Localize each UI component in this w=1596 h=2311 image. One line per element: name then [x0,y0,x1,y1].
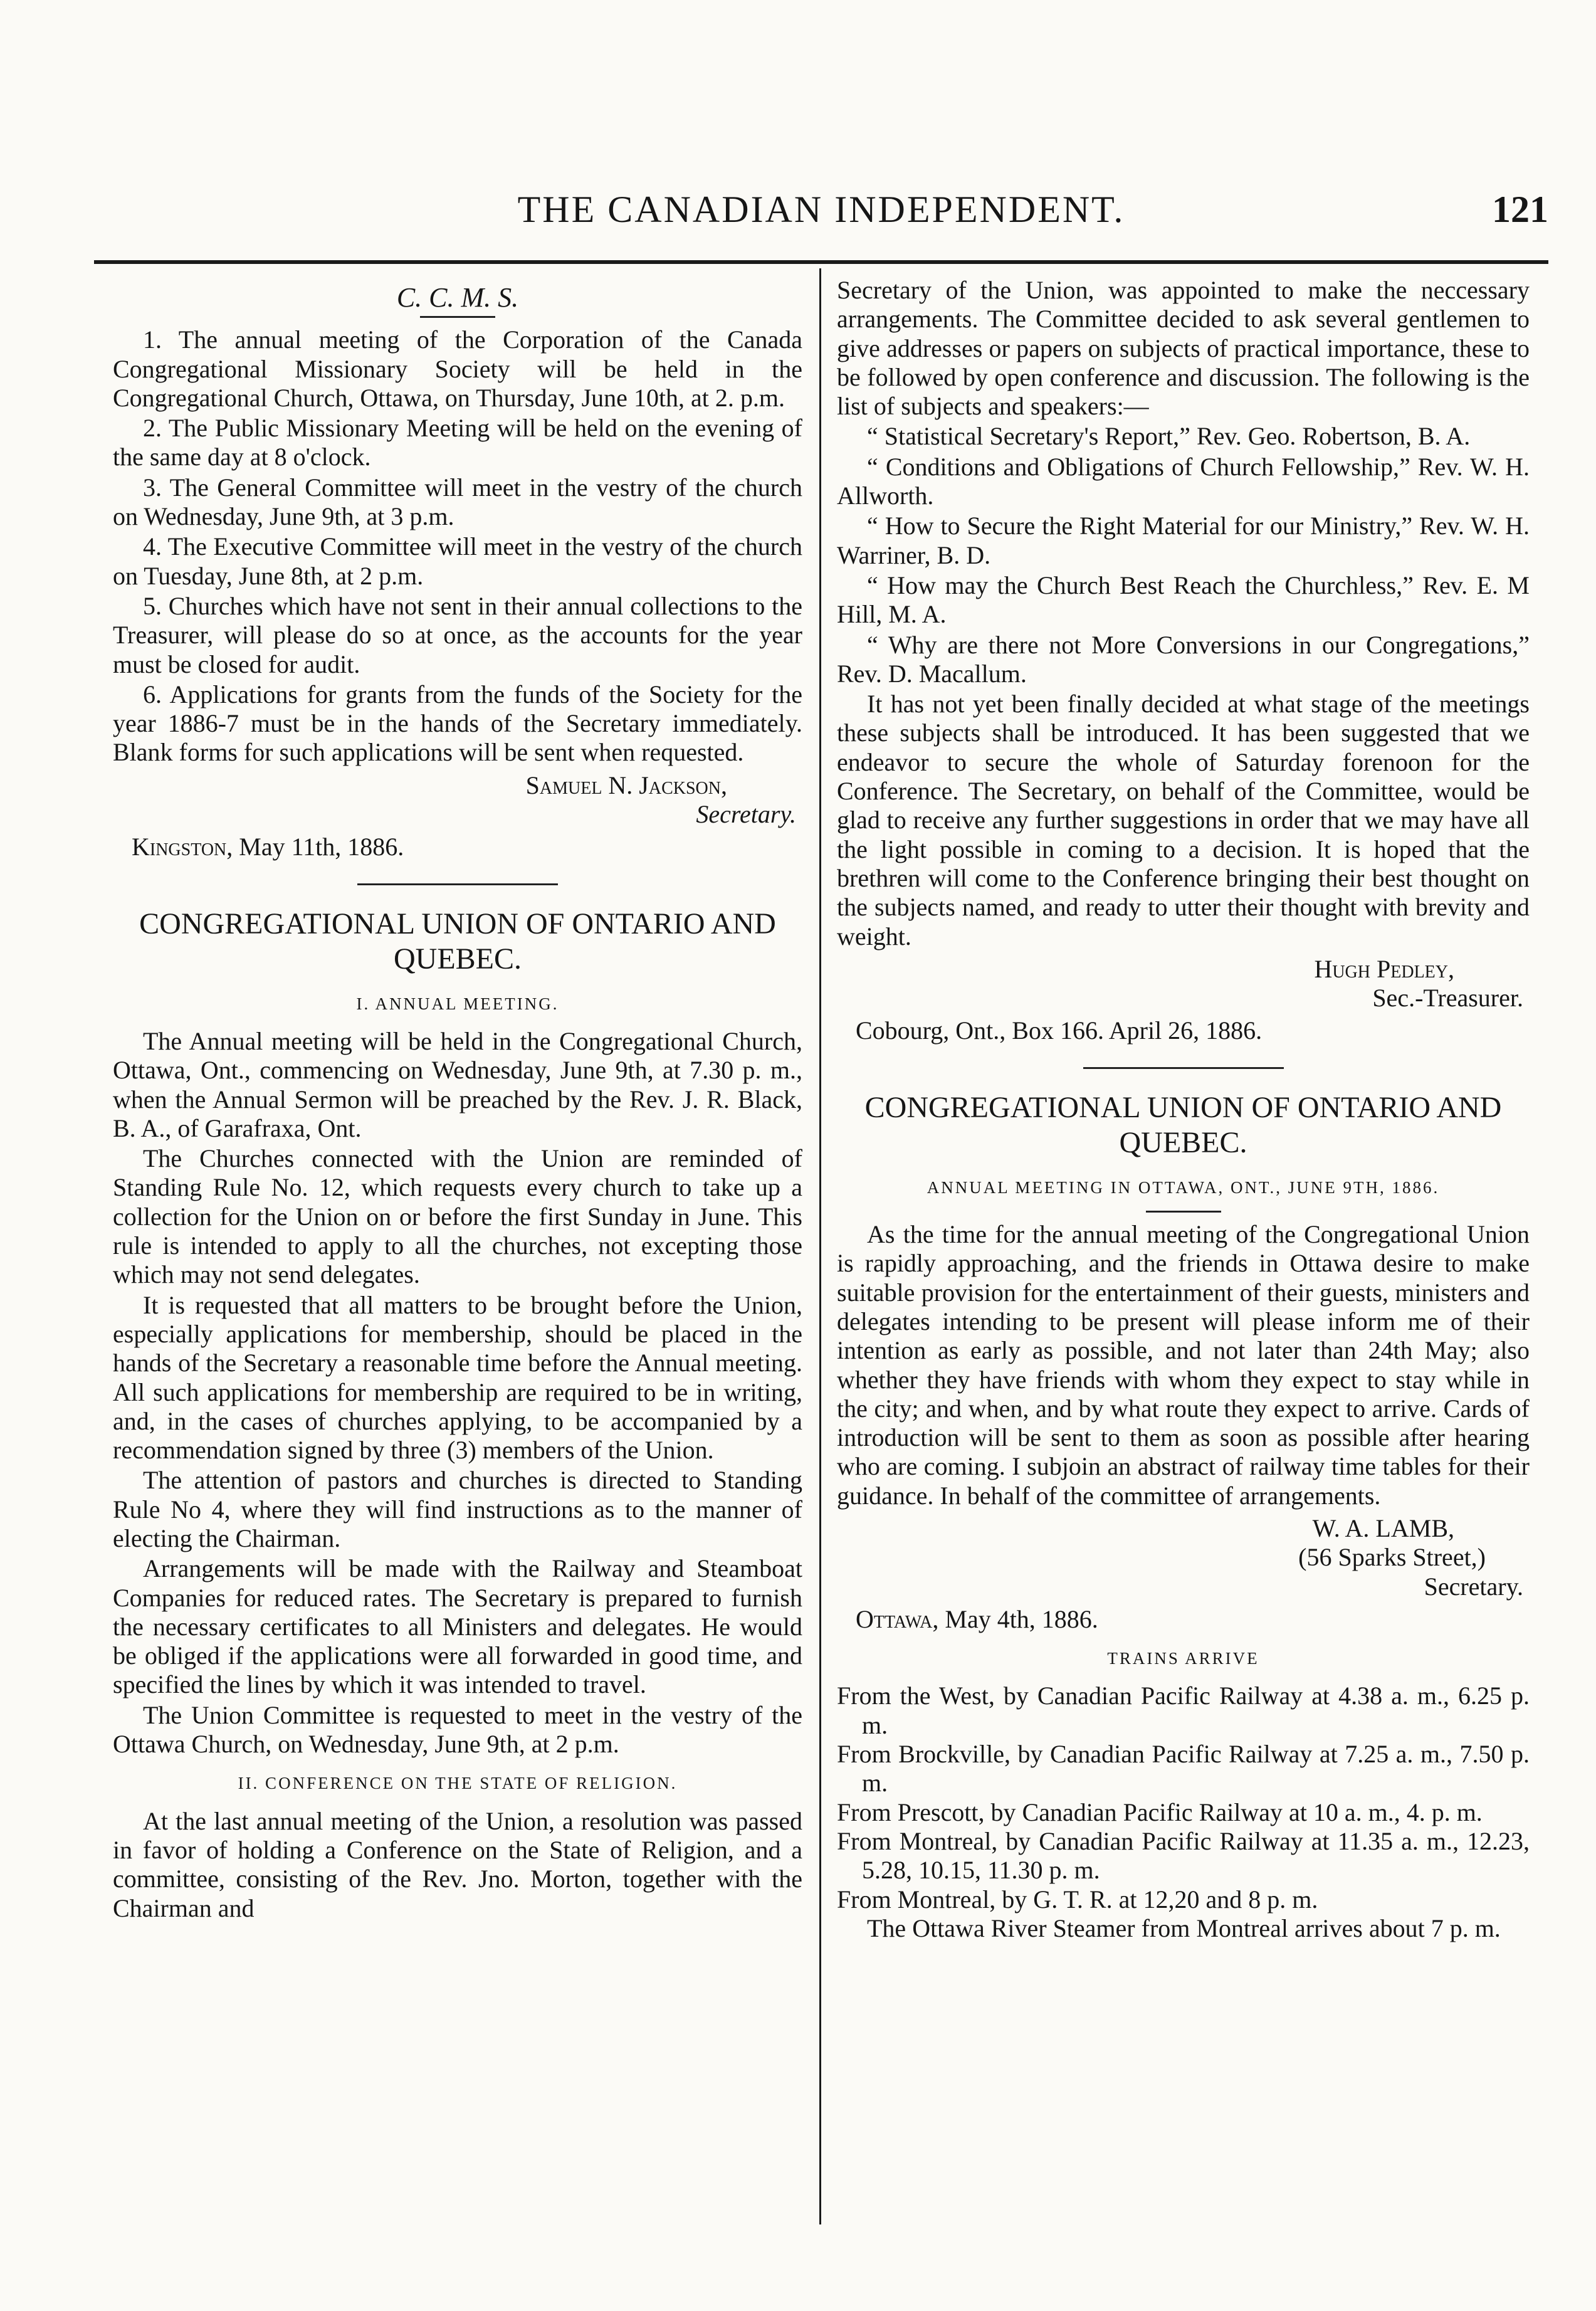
page-header [94,188,1548,245]
subheading: ANNUAL MEETING IN OTTAWA, ONT., JUNE 9TH, 1886. [927,1177,1440,1197]
signature-name: Samuel N. Jackson, [525,771,727,799]
paragraph: The Churches connected with the Union are reminded of Standing Rule No. 12, which requests every church to take up a collection for the Union on or before the first Sunday in June. This rule is intended to apply to all the churches, not excepting those which may not send delegates. [113,1144,802,1289]
paragraph: The attention of pastors and churches is directed to Standing Rule No 4, where they will find instructions as to the manner of electing the Chairman. [113,1466,802,1552]
subheading: II. CONFERENCE ON THE STATE OF RELIGION. [238,1774,678,1793]
paragraph: At the last annual meeting of the Union, a resolution was passed in favor of holding a Conference on the State of Religion, and a committee, consisting of the Rev. Jno. Morton, together with the Chairman and [113,1806,802,1922]
paragraph: It is requested that all matters to be brought before the Union, especially applications for membership, should be placed in the hands of the Secretary a reasonable time before the Annual meeting. All such applications for membership are required to be in writing, and, in the cases of churches applying, to be accompanied by a recommendation signed by three (3) members of the Union. [113,1290,802,1465]
signature-title: Sec.-Treasurer. [1372,984,1523,1013]
train-item: From Montreal, by G. T. R. at 12,20 and 8 p. m. [837,1885,1318,1914]
ccms-item: 1. The annual meeting of the Corporation of the Canada Congregational Missionary Society will be held in the Congregational Church, Ottawa, on Thursday, June 10th, at 2. p.m. [113,325,802,412]
ccms-item: 3. The General Committee will meet in the vestry of the church on Wednesday, June 9th, at 3 p.m. [113,473,802,531]
right-column [837,276,1530,1944]
paragraph: The Annual meeting will be held in the Congregational Church, Ottawa, Ont., commencing on Wednesday, June 9th, at 7.30 p. m., when the Annual Sermon will be preached by the Rev. J. R. Black, B. A., of Garafraxa, Ont. [113,1026,802,1142]
signature-title: Secretary. [1424,1572,1523,1601]
paragraph: Arrangements will be made with the Railway and Steamboat Companies for reduced rates. The Secretary is prepared to furnish the necessary certificates to all Ministers and delegates. He would be obliged if the applications were all forwarded in good time, and specified the lines by which it was intended to travel. [113,1554,802,1699]
continued-paragraph: Secretary of the Union, was appointed to make the neccessary arrangements. The Committee decided to ask several gentlemen to give addresses or papers on subjects of practical importance, these to be followed by open conference and discussion. The following is the list of subjects and speakers:— [837,276,1530,421]
paragraph: The Ottawa River Steamer from Montreal arrives about 7 p. m. [867,1914,1501,1942]
column-divider [819,268,821,2224]
train-item: From Prescott, by Canadian Pacific Railway at 10 a. m., 4. p. m. [837,1798,1483,1826]
running-title: THE CANADIAN INDEPENDENT. [517,189,1125,230]
train-item: From Montreal, by Canadian Pacific Railway at 11.35 a. m., 12.23, 5.28, 10.15, 11.30 p. m. [837,1826,1530,1885]
section-rule [357,883,558,885]
subject-item: “ How to Secure the Right Material for our Ministry,” Rev. W. H. Warriner, B. D. [837,512,1530,569]
trains-heading: TRAINS ARRIVE [1107,1649,1259,1668]
paragraph: It has not yet been finally decided at what stage of the meetings these subjects shall be introduced. It has been suggested that we endeavor to secure the whole of Saturday forenoon for the Conference. The Secretary, on behalf of the Committee, would be glad to receive any further suggestions in order that we may have all the light possible in coming to a decision. It is hoped that the brethren will come to the Conference bringing their best thought on the subjects named, and ready to utter their thought with brevity and weight. [837,690,1530,950]
subject-item: “ How may the Church Best Reach the Churchless,” Rev. E. M Hill, M. A. [837,571,1530,629]
page-number: 121 [1492,189,1548,230]
dateline: Cobourg, Ont., Box 166. April 26, 1886. [856,1016,1263,1045]
subject-item: “ Statistical Secretary's Report,” Rev. Geo. Robertson, B. A. [867,422,1471,451]
signature-address: (56 Sparks Street,) [1298,1543,1486,1572]
header-rule [94,260,1548,264]
signature-name: W. A. LAMB, [1312,1513,1454,1542]
ccms-item: 5. Churches which have not sent in their annual collections to the Treasurer, will please do so at once, as the accounts for the year must be closed for audit. [113,591,802,678]
subheading: I. ANNUAL MEETING. [356,994,559,1013]
paragraph: As the time for the annual meeting of the Congregational Union is rapidly approaching, and the friends in Ottawa desire to make suitable provision for the entertainment of their guests, ministers and delegates intending to be present will please inform me of their intention as early as possible, and not later than 24th May; also whether they have friends with whom they expect to stay while in the city; and when, and by what route they expect to arrive. Cards of introduction will be sent to them as soon as possible after hearing who are coming. I subjoin an abstract of railway time tables for their guidance. In behalf of the committee of arrangements. [837,1220,1530,1510]
train-item: From Brockville, by Canadian Pacific Railway at 7.25 a. m., 7.50 p. m. [837,1740,1530,1798]
train-item: From the West, by Canadian Pacific Railway at 4.38 a. m., 6.25 p. m. [837,1682,1530,1739]
ccms-item: 4. The Executive Committee will meet in the vestry of the church on Tuesday, June 8th, at 2 p.m. [113,532,802,590]
signature-name: Hugh Pedley, [1314,954,1454,983]
section-heading: CONGREGATIONAL UNION OF ONTARIO AND QUEBEC. [864,1090,1502,1159]
ccms-item: 2. The Public Missionary Meeting will be held on the evening of the same day at 8 o'clock. [113,414,802,471]
short-rule [1146,1211,1221,1213]
left-column [113,276,802,1924]
signature-title: Secretary. [696,800,796,829]
date-place: Ottawa, [856,1604,939,1633]
ccms-item: 6. Applications for grants from the funds of the Society for the year 1886-7 must be in the hands of the Secretary immediately. Blank forms for such applications will be sent when requested. [113,680,802,767]
date-place: Kingston, [132,833,233,861]
paragraph: The Union Committee is requested to meet in the vestry of the Ottawa Church, on Wednesday, June 9th, at 2 p.m. [113,1700,802,1759]
ccms-title: C. C. M. S. [396,282,519,313]
short-rule [420,316,495,318]
date: May 11th, 1886. [239,833,404,861]
date: May 4th, 1886. [945,1604,1098,1633]
subject-item: “ Why are there not More Conversions in our Congregations,” Rev. D. Macallum. [837,630,1530,688]
dateline [856,1605,1530,1634]
section-heading: CONGREGATIONAL UNION OF ONTARIO AND QUEBEC. [139,907,776,976]
subject-item: “ Conditions and Obligations of Church Fellowship,” Rev. W. H. Allworth. [837,452,1530,510]
dateline [132,833,802,861]
section-rule [1083,1067,1284,1069]
